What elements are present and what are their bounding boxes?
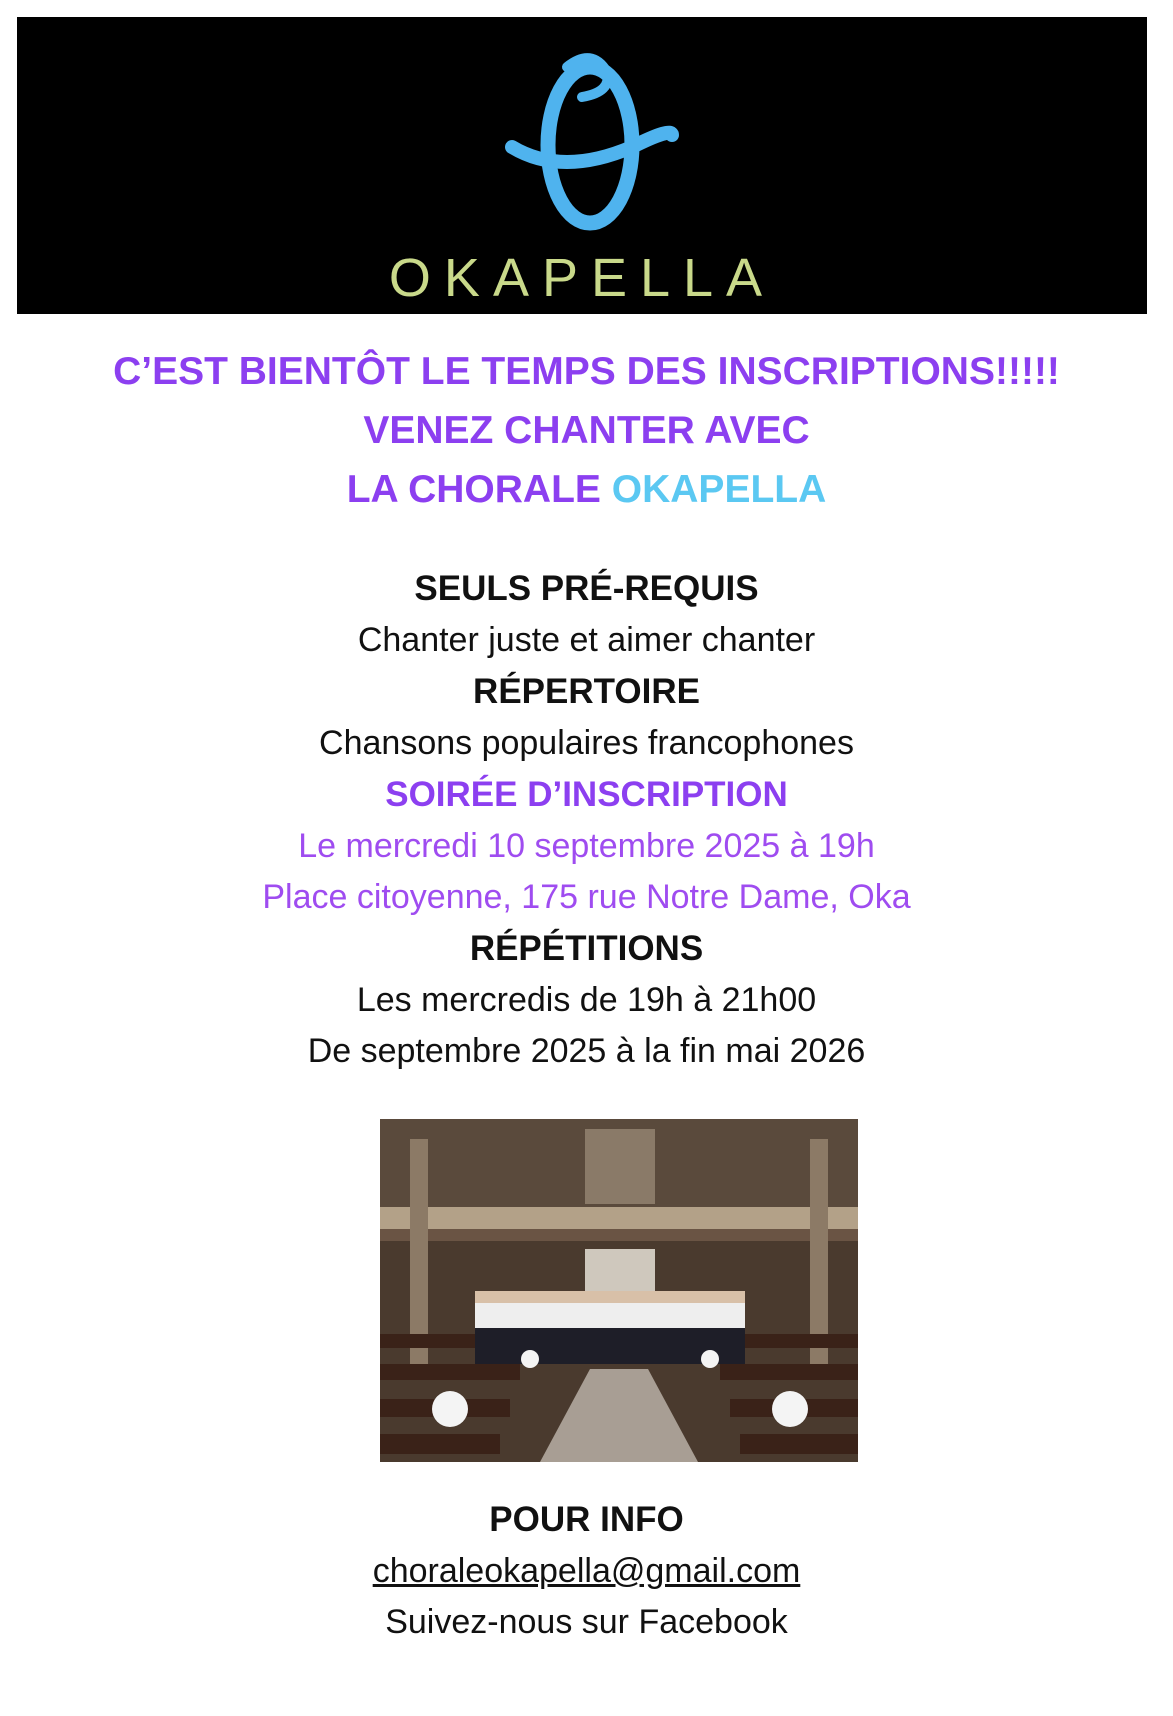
prerequisites-text: Chanter juste et aimer chanter [357,621,816,659]
email-link[interactable]: choraleokapella@gmail.com [372,1552,801,1590]
headline-line1: C’EST BIENTÔT LE TEMPS DES INSCRIPTIONS!!!!! [113,350,1060,393]
headline-line2: VENEZ CHANTER AVEC [363,409,810,452]
repertoire-text: Chansons populaires francophones [319,724,854,762]
registration-heading: SOIRÉE D’INSCRIPTION [385,775,788,814]
repertoire-heading: RÉPERTOIRE [473,672,700,711]
registration-date: Le mercredi 10 septembre 2025 à 19h [298,827,875,865]
contact-heading: POUR INFO [489,1500,684,1539]
registration-place: Place citoyenne, 175 rue Notre Dame, Oka [262,878,911,916]
prerequisites-heading: SEULS PRÉ-REQUIS [414,569,759,608]
okapella-logo-icon [472,27,692,242]
rehearsals-schedule: Les mercredis de 19h à 21h00 [356,981,817,1019]
rehearsals-season: De septembre 2025 à la fin mai 2026 [307,1032,866,1070]
headline-line3-accent: OKAPELLA [611,468,827,511]
brand-name: OKAPELLA [388,248,776,308]
rehearsals-heading: RÉPÉTITIONS [469,929,704,968]
facebook-text: Suivez-nous sur Facebook [385,1603,788,1641]
contact-email-row [0,1552,1173,1591]
choir-photo [380,1119,858,1462]
headline-line3 [0,468,1173,512]
logo-banner [17,17,1147,314]
headline-line3-prefix: LA CHORALE [346,468,612,511]
